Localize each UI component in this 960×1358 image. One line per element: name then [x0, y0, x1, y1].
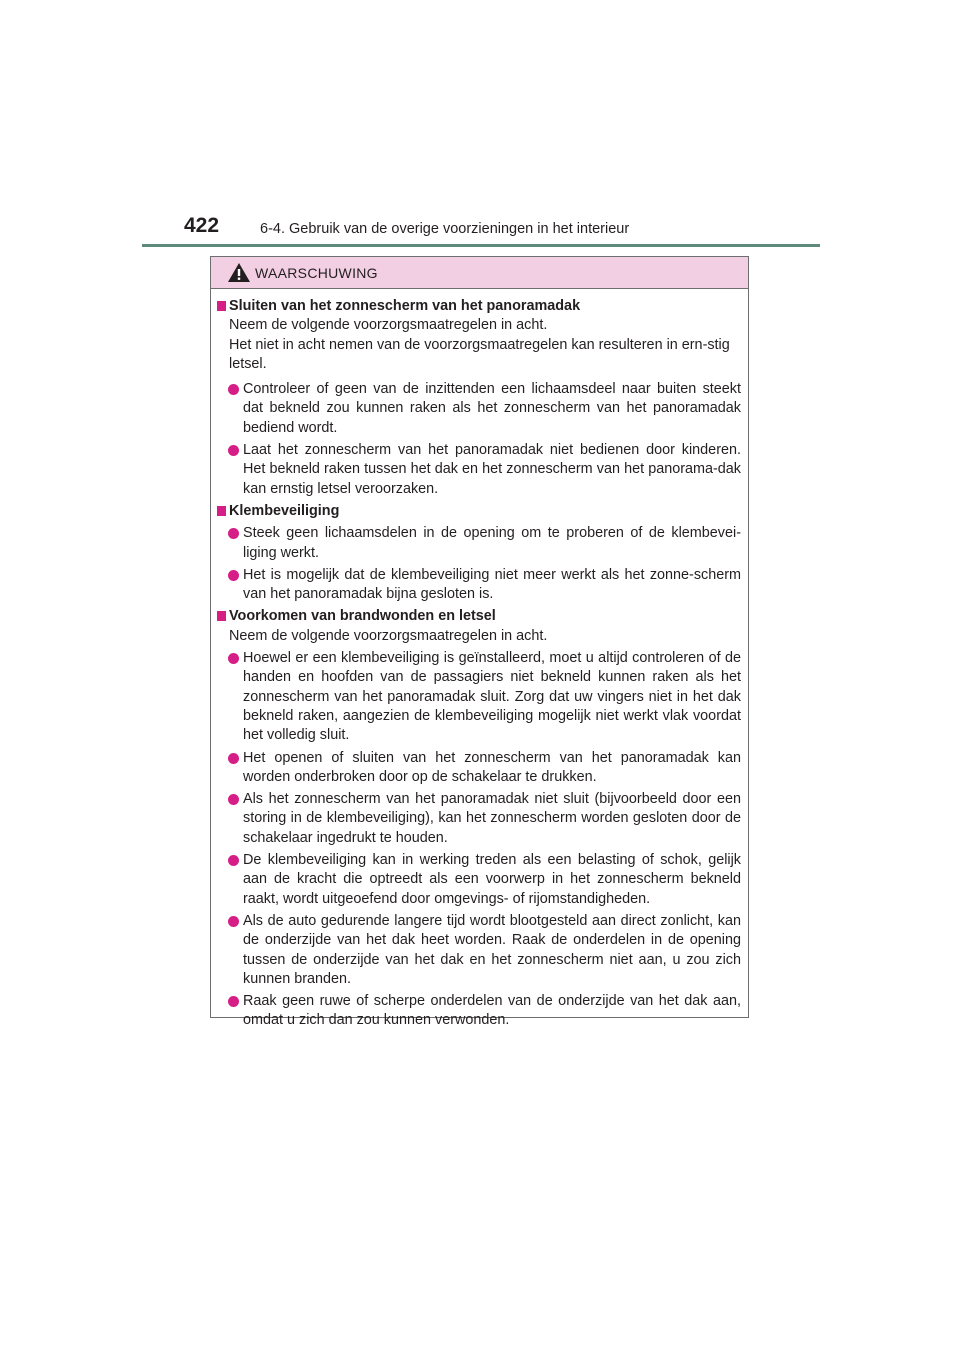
list-item: [211, 441, 748, 499]
section-heading: [211, 607, 748, 626]
list-item-text: Als het zonnescherm van het panoramadak niet sluit (bijvoorbeeld door een storing in de klembeveiliging), kan het zonnescherm worden gesloten door de schakelaar ingedrukt te houden.: [243, 791, 741, 846]
list-item-text: Hoewel er een klembeveiliging is geïnstalleerd, moet u altijd controleren of de handen en hoofden van de passagiers niet bekneld kunnen raken als het zonnescherm van het panoramadak sluit. Zorg dat uw vingers niet in het dak bekneld raken, aangezien de klembeveiliging mogelijk niet werkt vlak voordat het volledig sluit.: [243, 650, 741, 744]
list-item-text: Het openen of sluiten van het zonnescherm van het panoramadak kan worden onderbroken door op de schakelaar te drukken.: [243, 749, 741, 785]
section-heading: [211, 502, 748, 521]
round-bullet-icon: [228, 794, 239, 805]
round-bullet-icon: [228, 855, 239, 866]
list-item-text: Raak geen ruwe of scherpe onderdelen van de onderzijde van het dak aan, omdat u zich dan zou kunnen verwonden.: [243, 993, 741, 1029]
page-number: 422: [184, 214, 220, 237]
list-item: [211, 566, 748, 605]
section-heading-text: Klembeveiliging: [229, 502, 340, 519]
page-header: [184, 214, 824, 244]
round-bullet-icon: [228, 528, 239, 539]
intro-paragraph: Neem de volgende voorzorgsmaatregelen in acht.: [229, 627, 548, 644]
round-bullet-icon: [228, 653, 239, 664]
list-item: [211, 649, 748, 745]
warning-header: [211, 257, 748, 289]
list-item-text: Controleer of geen van de inzittenden een lichaamsdeel naar buiten steekt dat bekneld zou kunnen raken als het zonnescherm van het panoramadak bediend wordt.: [243, 381, 741, 436]
list-item-text: Het is mogelijk dat de klembeveiliging niet meer werkt als het zonne-scherm van het panoramadak bijna gesloten is.: [243, 566, 741, 603]
section-heading-text: Sluiten van het zonnescherm van het panoramadak: [229, 298, 581, 314]
list-item-text: Steek geen lichaamsdelen in de opening om te proberen of de klembevei-liging werkt.: [243, 525, 741, 561]
round-bullet-icon: [228, 384, 239, 395]
round-bullet-icon: [228, 996, 239, 1007]
list-item: [211, 790, 748, 848]
warning-box: [210, 256, 749, 1029]
section-heading: [211, 297, 748, 316]
intro-paragraph: Neem de volgende voorzorgsmaatregelen in acht.: [229, 317, 548, 334]
header-rule: [142, 244, 820, 247]
round-bullet-icon: [228, 570, 239, 581]
list-item-text: Laat het zonnescherm van het panoramadak niet bedienen door kinderen. Het bekneld raken tussen het dak en het zonnescherm van het panorama-dak kan ernstig letsel veroorzaken.: [243, 442, 741, 497]
list-item: [211, 380, 748, 438]
round-bullet-icon: [228, 445, 239, 456]
square-bullet-icon: [217, 301, 226, 311]
list-item: [211, 524, 748, 563]
round-bullet-icon: [228, 916, 239, 927]
list-item: [211, 912, 748, 989]
square-bullet-icon: [217, 506, 226, 516]
list-item-text: De klembeveiliging kan in werking treden als een belasting of schok, gelijk aan de kracht die optreedt als een voorwerp in het zonnescherm bekneld raakt, wordt uitgeoefend door omgevings- of rijomstandigheden.: [243, 852, 741, 907]
section-title: 6-4. Gebruik van de overige voorzieningen in het interieur: [260, 221, 630, 237]
warning-content: [211, 297, 748, 1031]
warning-triangle-icon: [228, 263, 250, 282]
round-bullet-icon: [228, 753, 239, 764]
intro-paragraph: Het niet in acht nemen van de voorzorgsmaatregelen kan resulteren in ern-stig letsel.: [229, 336, 730, 372]
list-item-text: Als de auto gedurende langere tijd wordt blootgesteld aan direct zonlicht, kan de onderzijde van het dak heet worden. Raak de onderdelen in de opening tussen de onderzijde van het dak en het zonnescherm niet aan, u zou zich kunnen branden.: [243, 912, 741, 987]
warning-label: WAARSCHUWING: [255, 265, 378, 281]
list-item: [211, 851, 748, 909]
list-item: [211, 992, 748, 1031]
list-item: [211, 749, 748, 788]
section-heading-text: Voorkomen van brandwonden en letsel: [229, 608, 496, 625]
square-bullet-icon: [217, 611, 226, 621]
